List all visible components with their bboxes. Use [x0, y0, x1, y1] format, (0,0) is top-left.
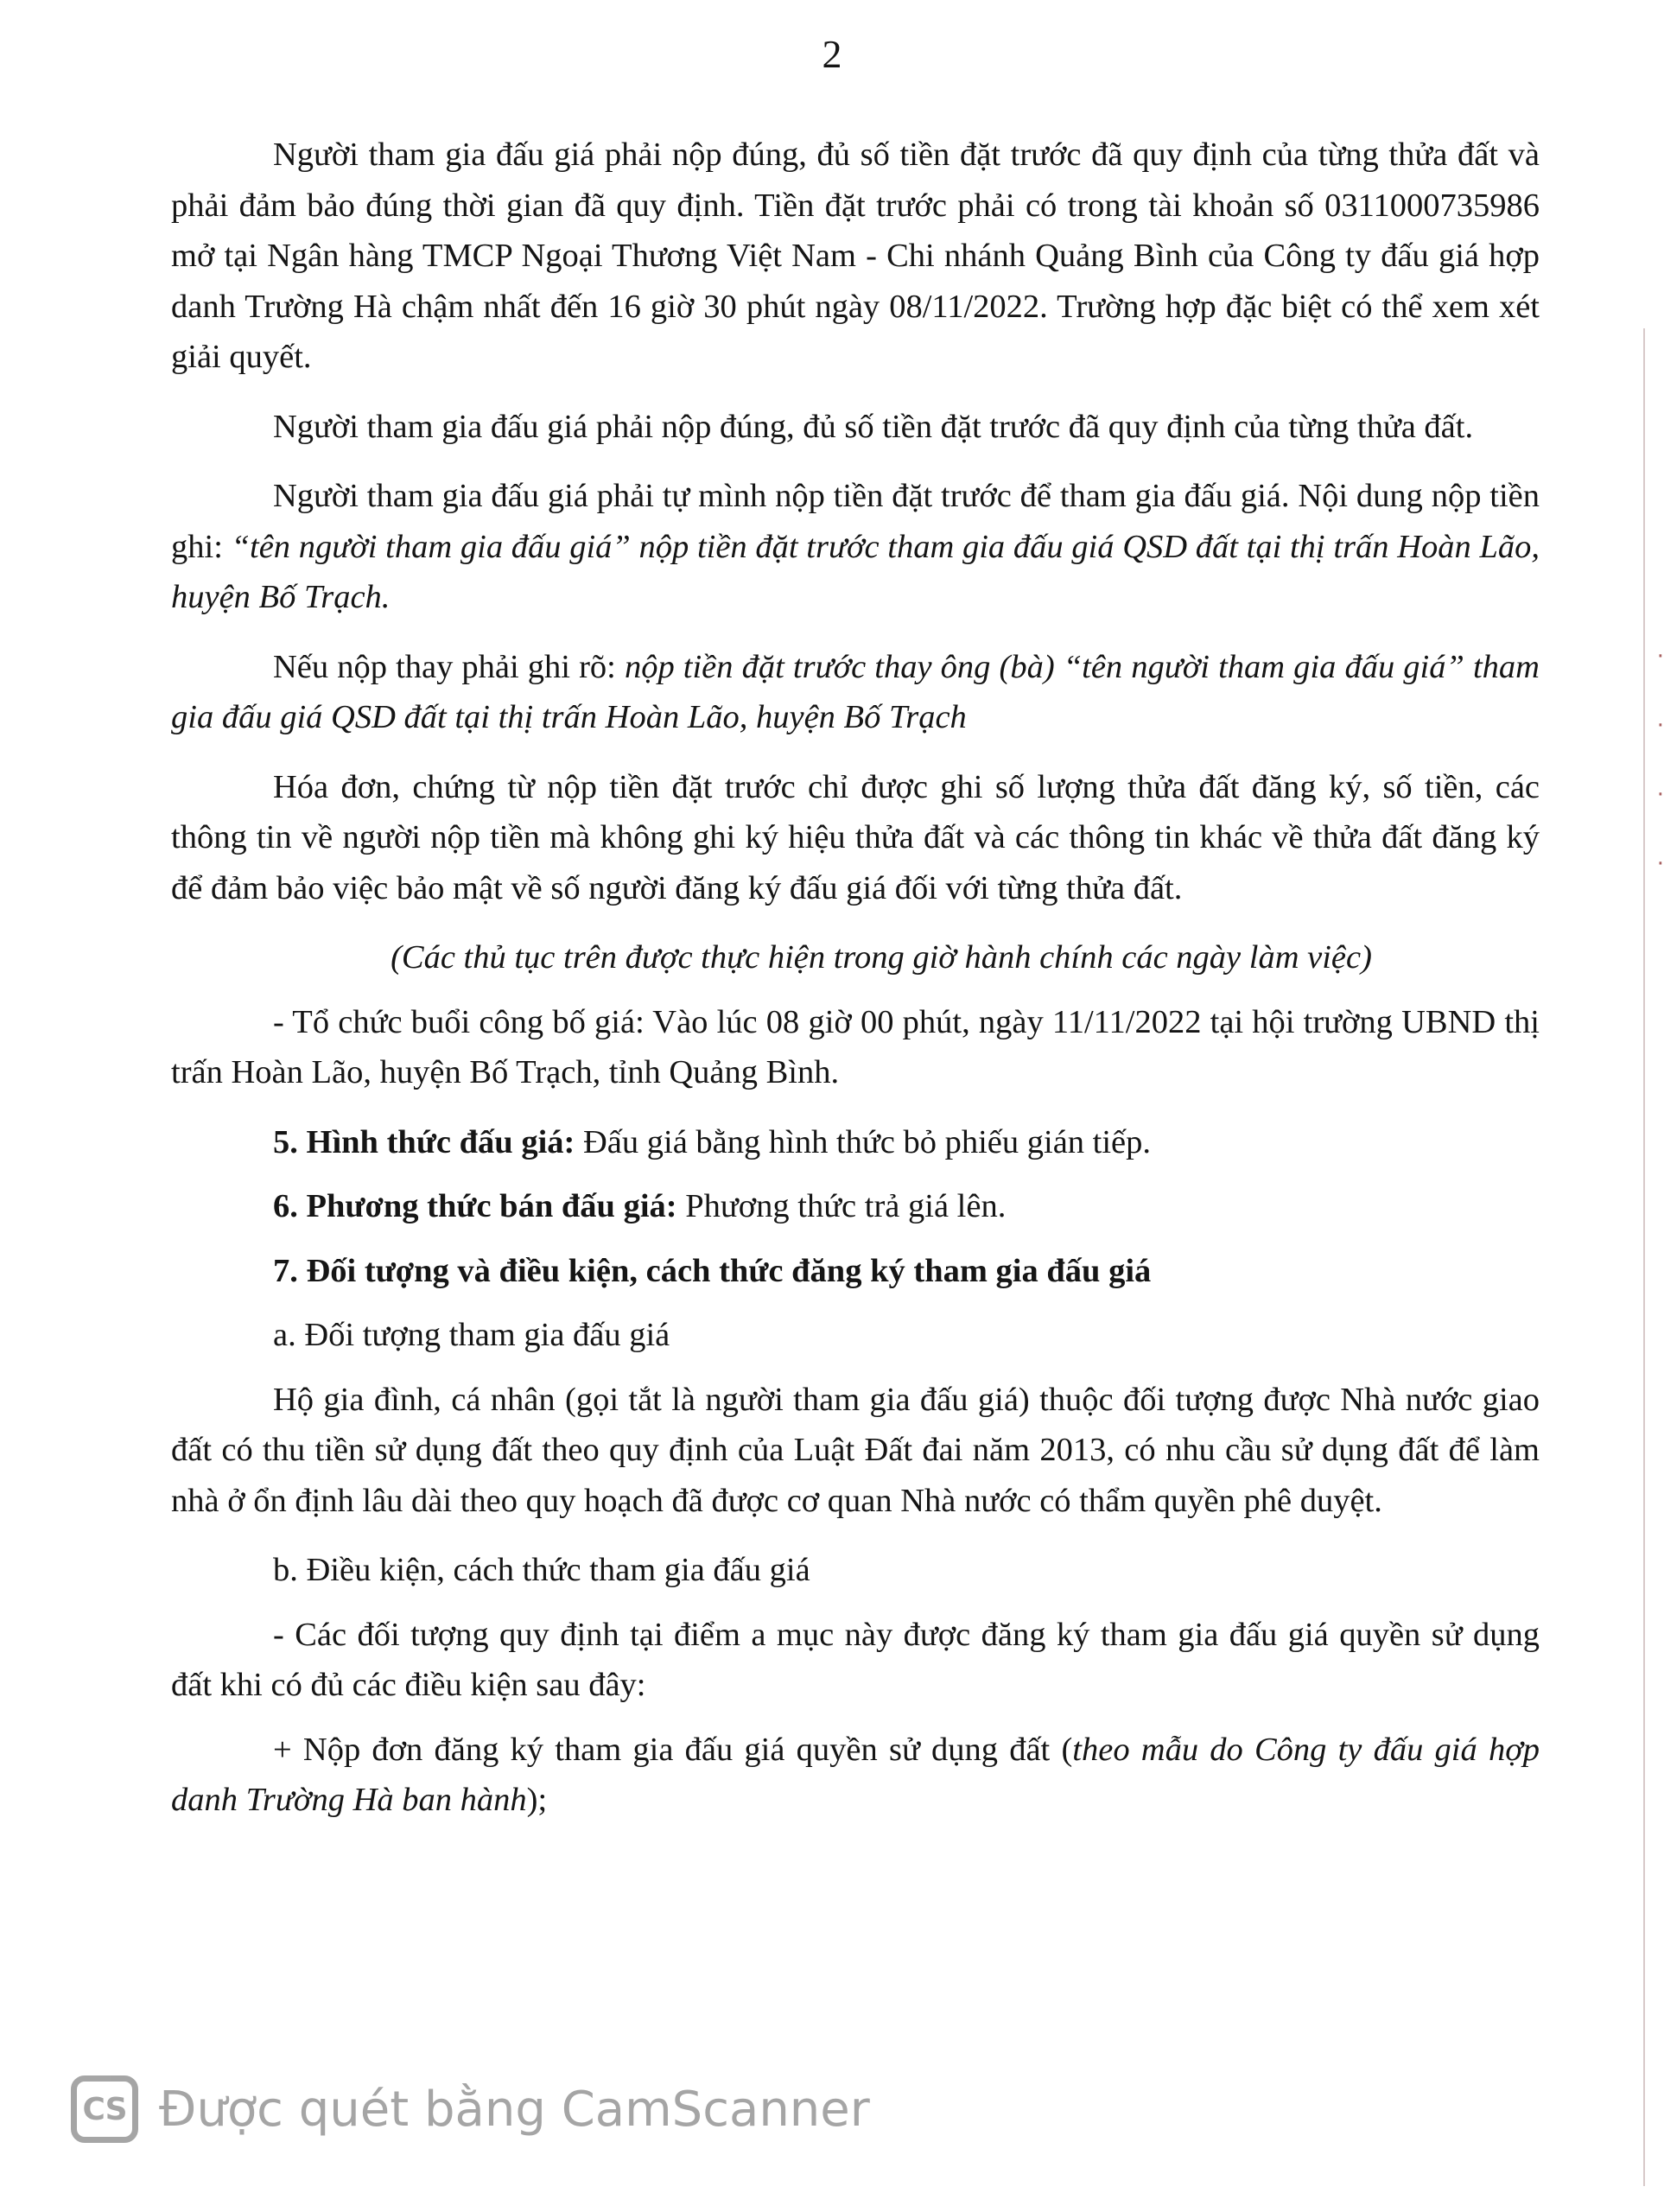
camscanner-watermark	[71, 2075, 870, 2143]
paragraph-deposit-amount: Người tham gia đấu giá phải nộp đúng, đủ số tiền đặt trước đã quy định của từng thửa đất.	[273, 408, 1474, 445]
application-form-italic: theo mẫu do Công ty đấu giá hợp danh Trường Hà ban hành	[171, 1731, 1540, 1818]
paragraph-proxy-payment	[171, 642, 1540, 743]
stamp-fragment: · · · ·	[1656, 644, 1664, 877]
page-edge-shadow	[1643, 328, 1645, 2186]
application-form-text: + Nộp đơn đăng ký tham gia đấu giá quyền sử dụng đất (	[273, 1731, 1073, 1768]
paragraph-application-form	[171, 1725, 1540, 1826]
section-7-heading	[171, 1246, 1540, 1297]
proxy-payment-italic: nộp tiền đặt trước thay ông (bà) “tên người tham gia đấu giá” tham gia đấu giá QSD đất tại thị trấn Hoàn Lão, huyện Bố Trạch	[171, 648, 1540, 735]
subsection-b-heading: b. Điều kiện, cách thức tham gia đấu giá	[273, 1552, 810, 1588]
section-5-heading: 5. Hình thức đấu giá:	[273, 1123, 575, 1160]
subsection-a-heading: a. Đối tượng tham gia đấu giá	[273, 1317, 670, 1353]
section-6-heading: 6. Phương thức bán đấu giá:	[273, 1188, 677, 1224]
section-5-text: Đấu giá bằng hình thức bỏ phiếu gián tiếp.	[575, 1123, 1152, 1160]
application-form-end: );	[526, 1782, 548, 1818]
section-6-auction-method	[171, 1181, 1540, 1232]
section-6-text: Phương thức trả giá lên.	[676, 1188, 1007, 1224]
paragraph-price-announcement: - Tổ chức buổi công bố giá: Vào lúc 08 giờ 00 phút, ngày 11/11/2022 tại hội trường UBND thị trấn Hoàn Lão, huyện Bố Trạch, tỉnh Quảng Bình.	[171, 1003, 1540, 1090]
paragraph-deposit-deadline: Người tham gia đấu giá phải nộp đúng, đủ số tiền đặt trước đã quy định của từng thửa đất và phải đảm bảo đúng thời gian đã quy định. Tiền đặt trước phải có trong tài khoản số 0311000735986 mở tại Ngân hàng TMCP Ngoại Thương Việt Nam - Chi nhánh Quảng Bình của Công ty đấu giá hợp danh Trường Hà chậm nhất đến 16 giờ 30 phút ngày 08/11/2022. Trường hợp đặc biệt có thể xem xét giải quyết.	[171, 137, 1540, 375]
deposit-content-text: Người tham gia đấu giá phải tự mình nộp tiền đặt trước để tham gia đấu giá. Nội dung nộp tiền ghi:	[171, 478, 1540, 565]
camscanner-logo-icon: CS	[71, 2075, 138, 2143]
camscanner-watermark-text: Được quét bằng CamScanner	[159, 2081, 870, 2138]
paragraph-working-hours-note: (Các thủ tục trên được thực hiện trong giờ hành chính các ngày làm việc)	[391, 939, 1372, 976]
paragraph-eligible-participants: Hộ gia đình, cá nhân (gọi tắt là người tham gia đấu giá) thuộc đối tượng được Nhà nước giao đất có thu tiền sử dụng đất theo quy định của Luật Đất đai năm 2013, có nhu cầu sử dụng đất để làm nhà ở ổn định lâu dài theo quy hoạch đã được cơ quan Nhà nước có thẩm quyền phê duyệt.	[171, 1381, 1540, 1519]
page-number: 2	[822, 32, 842, 76]
paragraph-deposit-content	[171, 471, 1540, 623]
proxy-payment-text: Nếu nộp thay phải ghi rõ:	[273, 648, 625, 685]
section-7-heading-text: 7. Đối tượng và điều kiện, cách thức đăng ký tham gia đấu giá	[273, 1252, 1152, 1289]
paragraph-registration-conditions: - Các đối tượng quy định tại điểm a mục này được đăng ký tham gia đấu giá quyền sử dụng đất khi có đủ các điều kiện sau đây:	[171, 1616, 1540, 1703]
deposit-content-italic: “tên người tham gia đấu giá” nộp tiền đặt trước tham gia đấu giá QSD đất tại thị trấn Hoàn Lão, huyện Bố Trạch.	[171, 528, 1540, 615]
document-body	[171, 130, 1540, 1845]
paragraph-invoice-confidentiality: Hóa đơn, chứng từ nộp tiền đặt trước chỉ được ghi số lượng thửa đất đăng ký, số tiền, các thông tin về người nộp tiền mà không ghi ký hiệu thửa đất và các thông tin khác về thửa đất đăng ký để đảm bảo việc bảo mật về số người đăng ký đấu giá đối với từng thửa đất.	[171, 768, 1540, 906]
section-5-auction-form	[171, 1117, 1540, 1168]
